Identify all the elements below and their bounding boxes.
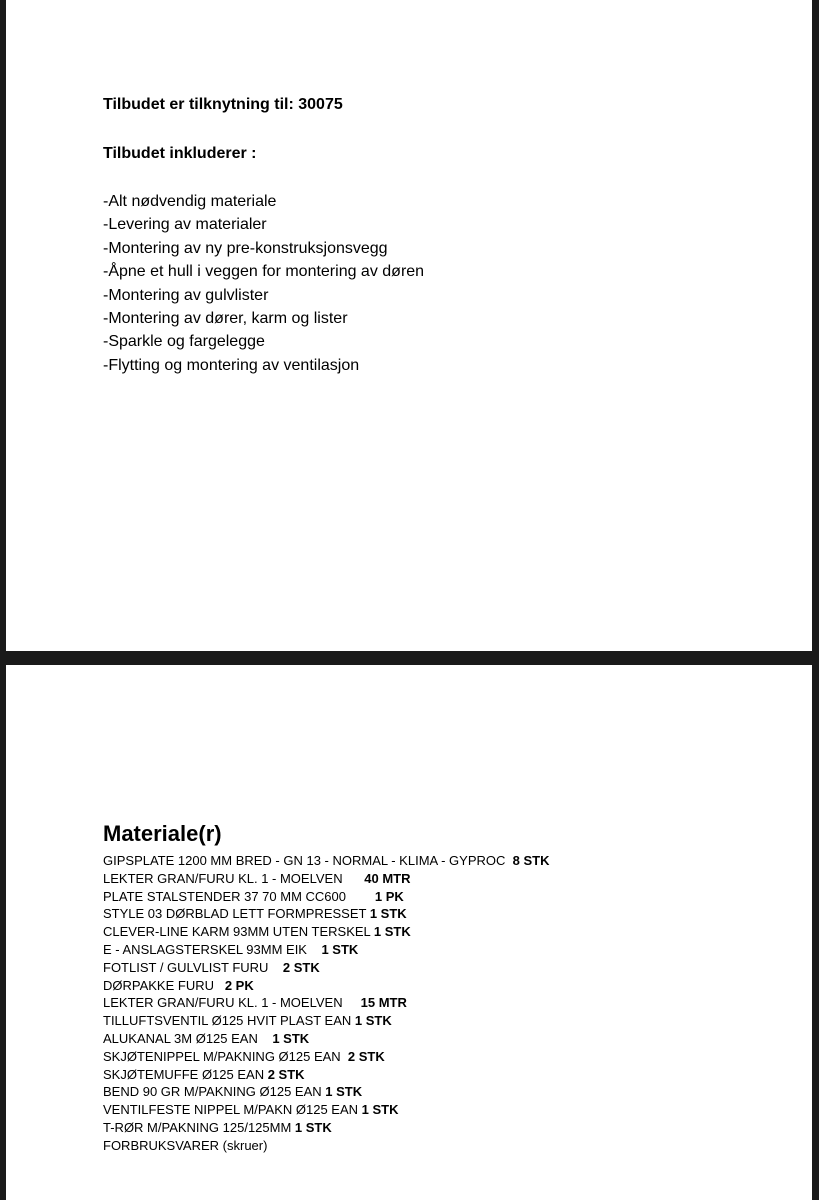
offer-reference: Tilbudet er tilknytning til: 30075 xyxy=(103,96,343,113)
includes-item: -Montering av gulvlister xyxy=(103,286,269,304)
includes-item: -Montering av ny pre-konstruksjonsvegg xyxy=(103,239,388,257)
material-item xyxy=(103,1137,549,1155)
material-item xyxy=(103,852,549,870)
includes-item: -Montering av dører, karm og lister xyxy=(103,309,348,327)
material-name: BEND 90 GR M/PAKNING Ø125 EAN xyxy=(103,1084,326,1100)
document-page-2 xyxy=(6,665,812,1200)
material-item xyxy=(103,994,549,1012)
material-quantity: 1 STK xyxy=(325,1084,363,1100)
material-quantity: 1 PK xyxy=(374,888,404,904)
material-item xyxy=(103,1083,549,1101)
material-name: ALUKANAL 3M Ø125 EAN xyxy=(103,1030,273,1046)
material-name: CLEVER-LINE KARM 93MM UTEN TERSKEL xyxy=(103,924,374,940)
material-name: DØRPAKKE FURU xyxy=(103,977,225,993)
includes-list xyxy=(103,190,424,377)
material-quantity: 1 STK xyxy=(294,1119,332,1135)
material-quantity: 1 STK xyxy=(369,906,407,922)
includes-heading: Tilbudet inkluderer : xyxy=(103,145,257,162)
material-item xyxy=(103,1030,549,1048)
material-item xyxy=(103,1066,549,1084)
includes-item: -Åpne et hull i veggen for montering av døren xyxy=(103,263,425,281)
material-item xyxy=(103,977,549,995)
material-quantity: 2 PK xyxy=(224,977,254,993)
material-quantity: 1 STK xyxy=(373,924,411,940)
material-quantity: 2 STK xyxy=(347,1048,385,1064)
includes-item: -Levering av materialer xyxy=(103,216,267,234)
material-quantity: 1 STK xyxy=(272,1030,310,1046)
material-quantity: 8 STK xyxy=(512,853,550,868)
material-name: PLATE STALSTENDER 37 70 MM CC600 xyxy=(103,888,375,904)
material-item xyxy=(103,905,549,923)
material-name: FORBRUKSVARER (skruer) xyxy=(103,1137,268,1153)
material-name: SKJØTENIPPEL M/PAKNING Ø125 EAN xyxy=(103,1048,348,1064)
materials-heading: Materiale(r) xyxy=(103,821,222,846)
material-item xyxy=(103,1048,549,1066)
material-name: SKJØTEMUFFE Ø125 EAN xyxy=(103,1066,268,1082)
material-quantity: 2 STK xyxy=(267,1066,305,1082)
document-page-1 xyxy=(6,0,812,651)
material-quantity: 1 STK xyxy=(321,941,359,957)
material-item xyxy=(103,1119,549,1137)
material-quantity: 1 STK xyxy=(354,1013,392,1029)
material-name: GIPSPLATE 1200 MM BRED - GN 13 - NORMAL - KLIMA - GYPROC xyxy=(103,853,513,868)
material-item xyxy=(103,888,549,906)
material-quantity: 15 MTR xyxy=(360,995,407,1011)
material-item xyxy=(103,959,549,977)
material-name: VENTILFESTE NIPPEL M/PAKN Ø125 EAN xyxy=(103,1102,362,1118)
material-name: TILLUFTSVENTIL Ø125 HVIT PLAST EAN xyxy=(103,1013,355,1029)
material-name: T-RØR M/PAKNING 125/125MM xyxy=(103,1119,295,1135)
material-item xyxy=(103,1101,549,1119)
includes-item: -Alt nødvendig materiale xyxy=(103,193,277,210)
material-name: FOTLIST / GULVLIST FURU xyxy=(103,959,283,975)
materials-list xyxy=(103,852,549,1155)
material-item xyxy=(103,870,549,888)
material-name: E - ANSLAGSTERSKEL 93MM EIK xyxy=(103,941,322,957)
includes-item: -Sparkle og fargelegge xyxy=(103,333,265,351)
material-item xyxy=(103,1012,549,1030)
material-item xyxy=(103,941,549,959)
includes-item: -Flytting og montering av ventilasjon xyxy=(103,356,360,374)
material-quantity: 2 STK xyxy=(282,959,320,975)
material-quantity: 40 MTR xyxy=(364,870,411,886)
material-name: STYLE 03 DØRBLAD LETT FORMPRESSET xyxy=(103,906,370,922)
material-name: LEKTER GRAN/FURU KL. 1 - MOELVEN xyxy=(103,995,361,1011)
material-name: LEKTER GRAN/FURU KL. 1 - MOELVEN xyxy=(103,870,365,886)
material-item xyxy=(103,923,549,941)
material-quantity: 1 STK xyxy=(361,1102,399,1118)
